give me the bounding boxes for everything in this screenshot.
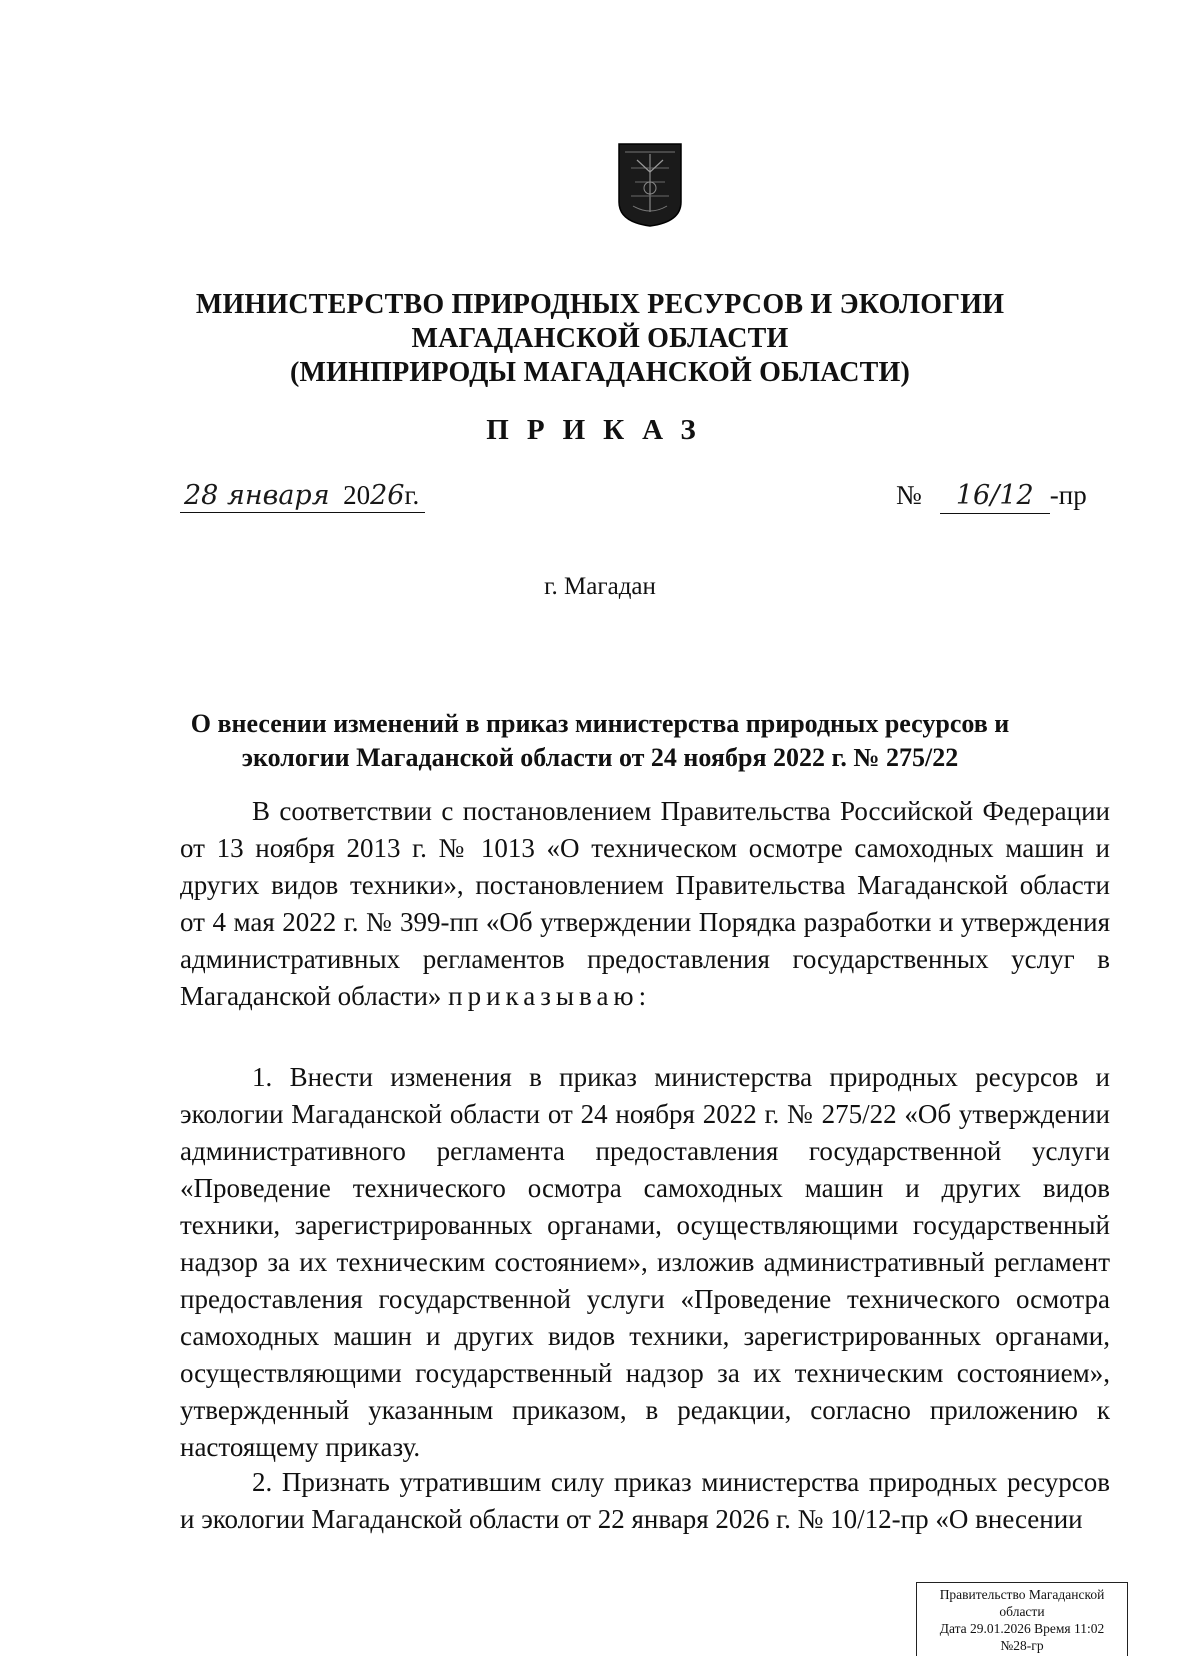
organization-name <box>0 288 1200 390</box>
number-suffix: -пр <box>1049 480 1087 510</box>
order-word: приказываю: <box>448 981 652 1011</box>
org-line-1: МИНИСТЕРСТВО ПРИРОДНЫХ РЕСУРСОВ И ЭКОЛОГИИ <box>195 289 1005 320</box>
item-1-paragraph <box>180 1059 1110 1466</box>
order-number <box>896 480 1087 514</box>
item-2-text: 2. Признать утратившим силу приказ министерства природных ресурсов и экологии Магаданской области от 22 января 2026 г. № 10/12-пр «О внесении <box>180 1467 1110 1534</box>
item-1-text: 1. Внести изменения в приказ министерства природных ресурсов и экологии Магаданской области от 24 ноября 2022 г. № 275/22 «Об утверждении административного регламента предоставления государственной услуги «Проведение технического осмотра самоходных машин и других видов техники, зарегистрированных органами, осуществляющими государственный надзор за их техническим состоянием», изложив административный регламент предоставления государственной услуги «Проведение технического осмотра самоходных машин и других видов техники, зарегистрированных органами, осуществляющими государственный надзор за их техническим состоянием», утвержденный указанным приказом, в редакции, согласно приложению к настоящему приказу. <box>180 1062 1110 1462</box>
stamp-line-1: Правительство Магаданской <box>939 1587 1105 1602</box>
preamble-text: В соответствии с постановлением Правительства Российской Федерации от 13 ноября 2013 г. № 1013 «О техническом осмотре самоходных машин и других видов техники», постановлением Правительства Магаданской области от 4 мая 2022 г. № 399-пп «Об утверждении Порядка разработки и утверждения административных регламентов предоставления государственных услуг в Магаданской области» <box>180 796 1110 1011</box>
org-line-3: (МИНПРИРОДЫ МАГАДАНСКОЙ ОБЛАСТИ) <box>289 357 911 388</box>
preamble-paragraph <box>180 793 1110 1015</box>
order-subject <box>0 707 1200 775</box>
date-underline <box>180 480 425 513</box>
year-handwritten: 26 <box>370 480 405 511</box>
registration-stamp <box>916 1582 1128 1656</box>
org-line-2: МАГАДАНСКОЙ ОБЛАСТИ <box>411 323 789 354</box>
subject-line-2: экологии Магаданской области от 24 ноября 2022 г. № 275/22 <box>241 743 959 772</box>
number-handwritten: 16/12 <box>940 480 1050 514</box>
coat-of-arms-icon <box>617 142 683 228</box>
city: г. Магадан <box>544 573 656 600</box>
item-2-paragraph <box>180 1464 1110 1538</box>
date-handwritten: 28 января <box>184 480 330 511</box>
subject-line-1: О внесении изменений в приказ министерства природных ресурсов и <box>190 709 1010 738</box>
year-prefix: 20 <box>343 480 371 510</box>
stamp-line-4: №28-гр <box>1000 1638 1044 1653</box>
stamp-line-3: Дата 29.01.2026 Время 11:02 <box>939 1621 1105 1636</box>
order-date <box>180 480 425 511</box>
number-sign: № <box>896 480 922 510</box>
year-suffix: г. <box>404 480 420 510</box>
document-type: ПРИКАЗ <box>486 414 714 446</box>
stamp-line-2: области <box>999 1604 1045 1619</box>
